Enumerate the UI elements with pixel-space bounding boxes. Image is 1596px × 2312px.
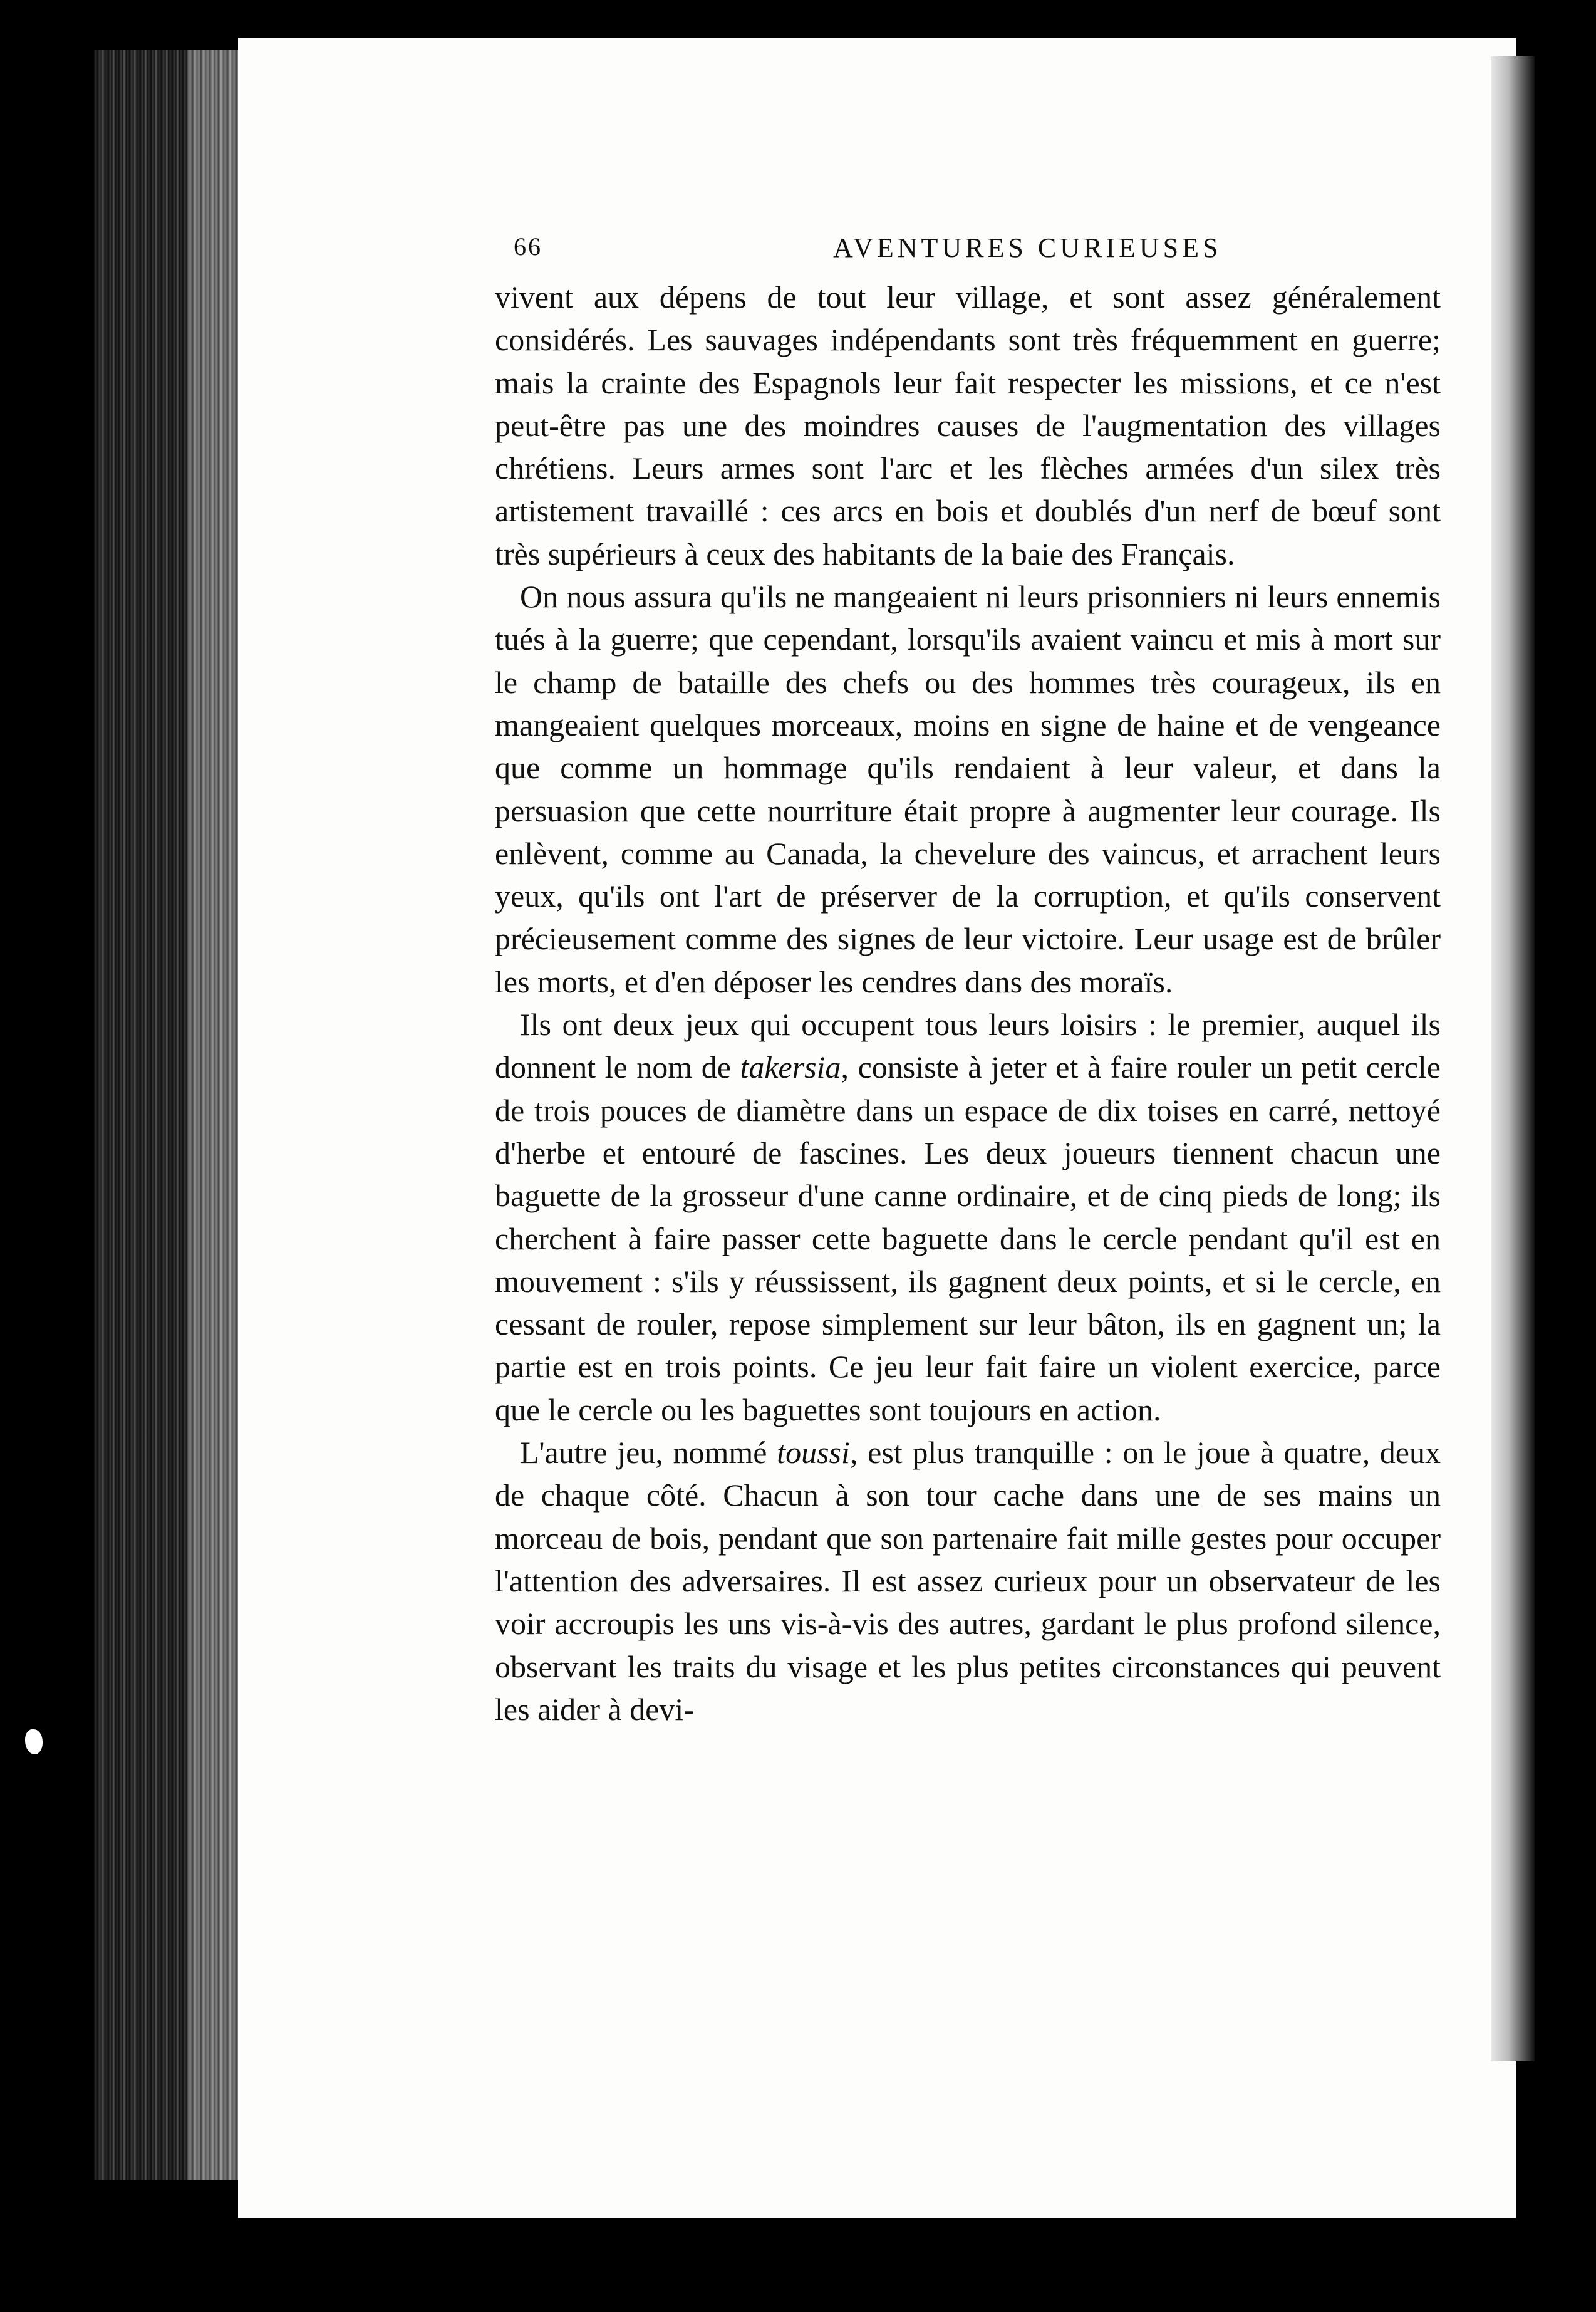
paragraph-4 xyxy=(495,1431,1441,1731)
paragraph-4-text-after: , est plus tranquille : on le joue à quatre, deux de chaque côté. Chacun à son tour cache dans une de ses mains un morceau de bois, pendant que son partenaire fait mille gestes pour occuper l'attention des adversaires. Il est assez curieux pour un observateur de les voir accroupis les uns vis-à-vis des autres, gardant le plus profond silence, observant les traits du visage et les plus petites circonstances qui peuvent les aider à devi- xyxy=(495,1435,1441,1727)
paragraph-3-text-after: , consiste à jeter et à faire rouler un petit cercle de trois pouces de diamètre dans un espace de dix toises en carré, nettoyé d'herbe et entouré de fascines. Les deux joueurs tiennent chacun une baguette de la grosseur d'une canne ordinaire, et de cinq pieds de long; ils cherchent à faire passer cette baguette dans le cercle pendant qu'il est en mouvement : s'ils y réussissent, ils gagnent deux points, et si le cercle, en cessant de rouler, repose simplement sur leur bâton, ils en gagnent un; la partie est en trois points. Ce jeu leur fait faire un violent exercice, parce que le cercle ou les baguettes sont toujours en action. xyxy=(495,1049,1441,1427)
paragraph-1: vivent aux dépens de tout leur village, et sont assez généralement considérés. Les sauvages indépendants sont très fréquemment en guerre; mais la crainte des Espagnols leur fait respecter les missions, et ce n'est peut-être pas une des moindres causes de l'augmentation des villages chrétiens. Leurs armes sont l'arc et les flèches armées d'un silex très artistement travaillé : ces arcs en bois et doublés d'un nerf de bœuf sont très supérieurs à ceux des habitants de la baie des Français. xyxy=(495,279,1441,571)
paragraph-4-italic-term: toussi xyxy=(777,1435,850,1471)
page-text-block xyxy=(495,232,1441,1731)
running-title: AVENTURES CURIEUSES xyxy=(833,232,1222,263)
paragraph-3 xyxy=(495,1003,1441,1431)
paragraph-4-text-before: L'autre jeu, nommé xyxy=(520,1435,777,1471)
paragraph-3-text-before: Ils ont deux jeux qui occupent tous leurs loisirs : le premier, auquel ils donnent le nom de xyxy=(495,1007,1441,1085)
book-page-edges-highlight xyxy=(188,50,238,2180)
page-number: 66 xyxy=(514,232,542,261)
paragraph-2: On nous assura qu'ils ne mangeaient ni leurs prisonniers ni leurs ennemis tués à la guerre; que cependant, lorsqu'ils avaient vaincu et mis à mort sur le champ de bataille des chefs ou des hommes très courageux, ils en mangeaient quelques morceaux, moins en signe de haine et de vengeance que comme un hommage qu'ils rendaient à leur valeur, et dans la persuasion que cette nourriture était propre à augmenter leur courage. Ils enlèvent, comme au Canada, la chevelure des vaincus, et arrachent leurs yeux, qu'ils ont l'art de préserver de la corruption, et qu'ils conservent précieusement comme des signes de leur victoire. Leur usage est de brûler les morts, et d'en déposer les cendres dans des moraïs. xyxy=(495,579,1441,999)
page-gutter-shadow xyxy=(1491,56,1535,2061)
running-header xyxy=(495,232,1441,276)
scan-artifact xyxy=(25,1729,43,1754)
paragraph-3-italic-term: takersia xyxy=(740,1049,841,1085)
